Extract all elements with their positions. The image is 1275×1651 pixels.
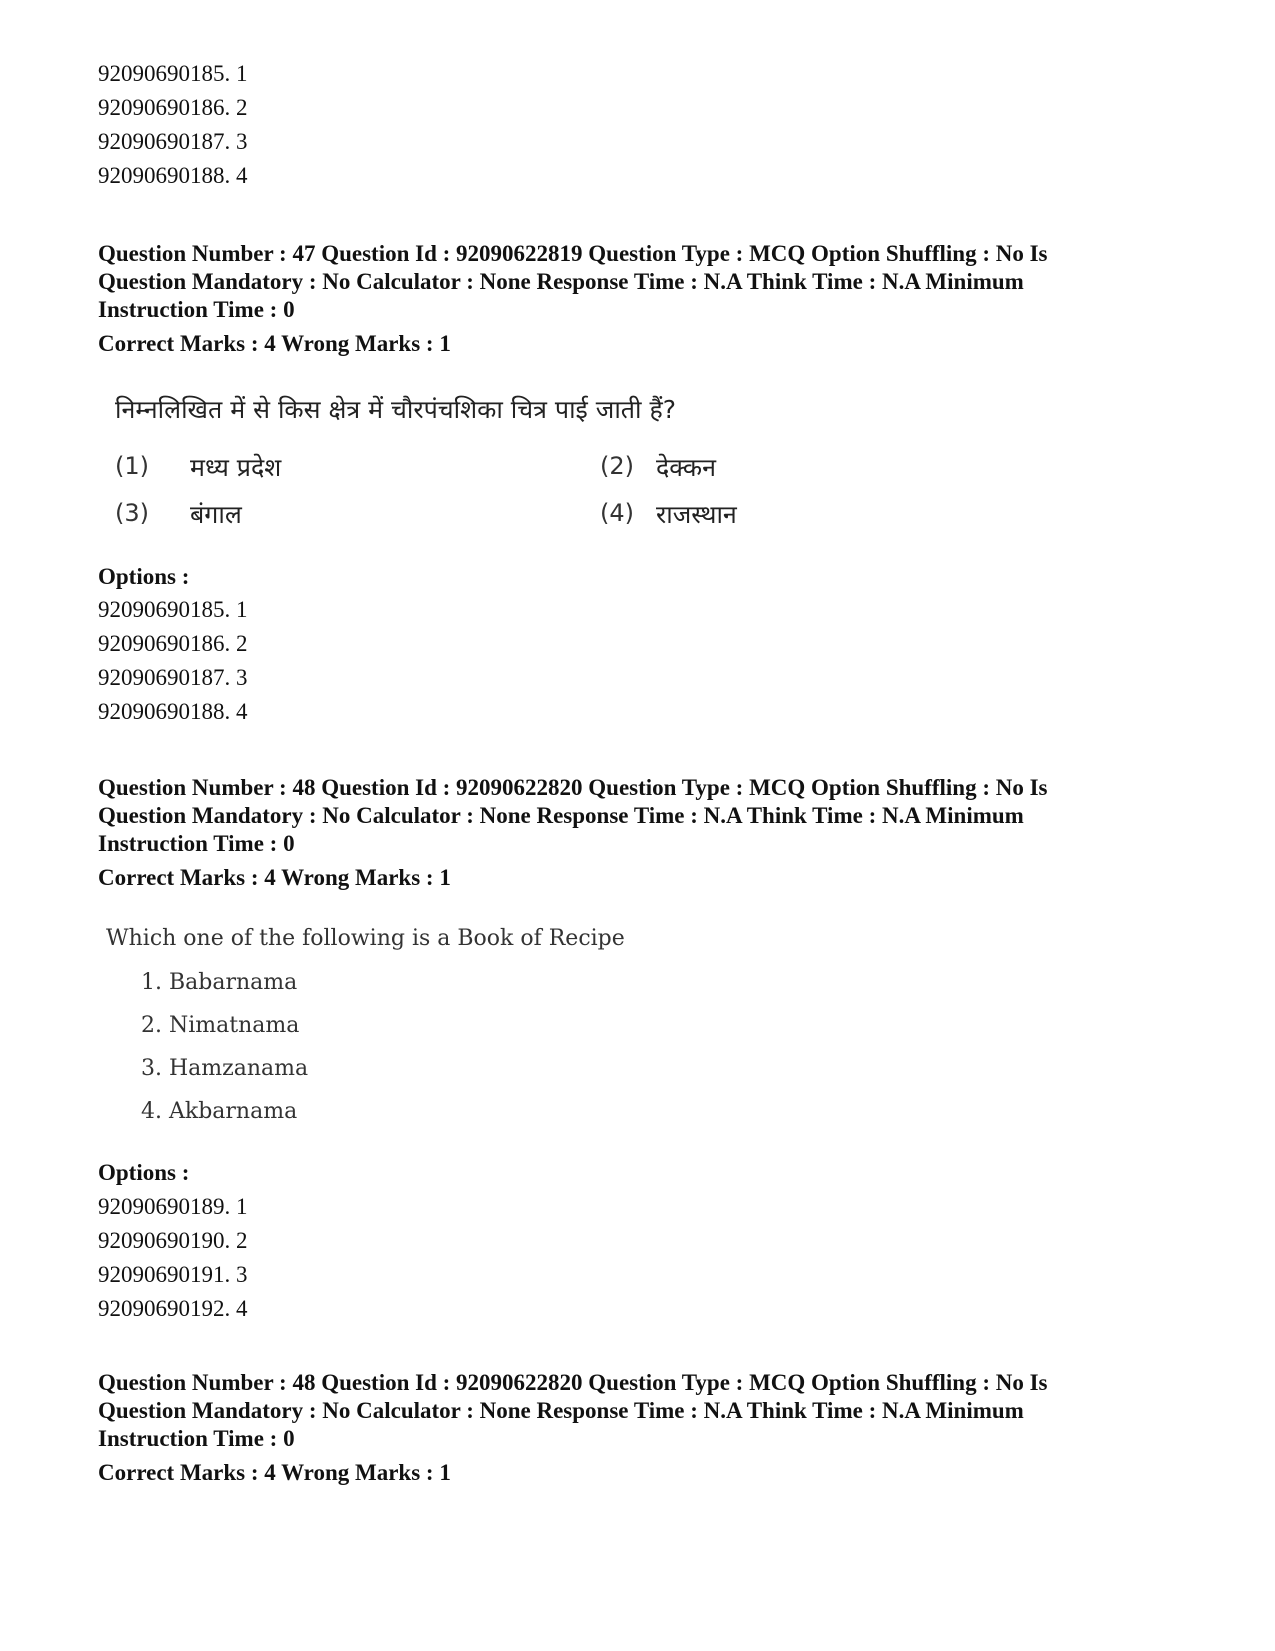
header-line: Question Mandatory : No Calculator : None Response Time : N.A Think Time : N.A Minimum (98, 269, 1024, 294)
choice-number: (1) (115, 452, 149, 480)
marks-line: Correct Marks : 4 Wrong Marks : 1 (98, 1460, 451, 1485)
option-line: 92090690185. 1 (98, 597, 248, 622)
choice-text: बंगाल (190, 500, 242, 529)
choice-text: राजस्थान (656, 500, 737, 529)
choice-text: 3. Hamzanama (141, 1056, 309, 1081)
header-line: Instruction Time : 0 (98, 1426, 295, 1451)
header-line: Question Number : 47 Question Id : 92090622819 Question Type : MCQ Option Shuffling : No Is (98, 241, 1048, 266)
question-text: Which one of the following is a Book of Recipe (106, 926, 625, 951)
choice-text: 4. Akbarnama (141, 1099, 298, 1124)
option-line: 92090690191. 3 (98, 1262, 248, 1287)
question-text: निम्नलिखित में से किस क्षेत्र में चौरपंचशिका चित्र पाई जाती हैं? (115, 395, 677, 424)
option-line: 92090690187. 3 (98, 665, 248, 690)
choice-text: 2. Nimatnama (141, 1013, 300, 1038)
question-header (98, 1369, 1188, 1453)
choice-text: देक्कन (656, 453, 716, 482)
question-header (98, 774, 1188, 858)
option-line: 92090690187. 3 (98, 129, 248, 154)
header-line: Question Mandatory : No Calculator : None Response Time : N.A Think Time : N.A Minimum (98, 803, 1024, 828)
option-line: 92090690185. 1 (98, 61, 248, 86)
choice-number: (4) (600, 499, 634, 527)
option-line: 92090690188. 4 (98, 163, 248, 188)
options-title: Options : (98, 564, 190, 589)
option-line: 92090690190. 2 (98, 1228, 248, 1253)
question-header (98, 240, 1188, 324)
header-line: Question Mandatory : No Calculator : None Response Time : N.A Think Time : N.A Minimum (98, 1398, 1024, 1423)
header-line: Question Number : 48 Question Id : 92090622820 Question Type : MCQ Option Shuffling : No Is (98, 775, 1048, 800)
options-title: Options : (98, 1160, 190, 1185)
option-line: 92090690189. 1 (98, 1194, 248, 1219)
choice-number: (2) (600, 452, 634, 480)
header-line: Instruction Time : 0 (98, 831, 295, 856)
marks-line: Correct Marks : 4 Wrong Marks : 1 (98, 331, 451, 356)
choice-number: (3) (115, 499, 149, 527)
marks-line: Correct Marks : 4 Wrong Marks : 1 (98, 865, 451, 890)
header-line: Instruction Time : 0 (98, 297, 295, 322)
option-line: 92090690186. 2 (98, 631, 248, 656)
choice-text: 1. Babarnama (141, 970, 298, 995)
option-line: 92090690186. 2 (98, 95, 248, 120)
choice-text: मध्य प्रदेश (190, 453, 282, 482)
header-line: Question Number : 48 Question Id : 92090622820 Question Type : MCQ Option Shuffling : No Is (98, 1370, 1048, 1395)
option-line: 92090690192. 4 (98, 1296, 248, 1321)
option-line: 92090690188. 4 (98, 699, 248, 724)
